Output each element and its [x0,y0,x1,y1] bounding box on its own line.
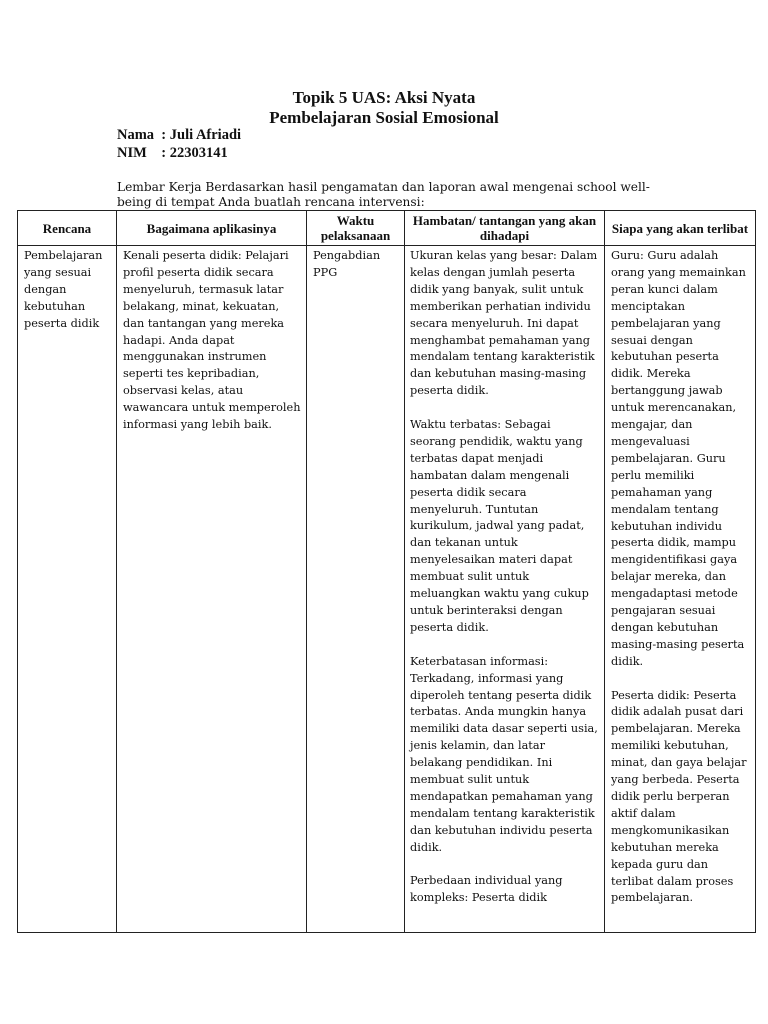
table-header-row [18,211,756,246]
header-hambatan: Hambatan/ tantangan yang akan dihadapi [405,211,605,246]
hambatan-paragraph: Waktu terbatas: Sebagai seorang pendidik, waktu yang terbatas dapat menjadi hambatan dalam mengenali peserta didik secara menyeluruh. Tuntutan kurikulum, jadwal yang padat, dan tekanan untuk menyelesaikan materi dapat membuat sulit untuk meluangkan waktu yang cukup untuk berinteraksi dengan peserta didik. [410,418,589,634]
aplikasi-text: Kenali peserta didik: Pelajari profil peserta didik secara menyeluruh, termasuk latar belakang, minat, kekuatan, dan tantangan yang mereka hadapi. Anda dapat menggunakan instrumen seperti tes kepribadian, observasi kelas, atau wawancara untuk memperoleh informasi yang lebih baik. [123,249,301,432]
rencana-text: Pembelajaran yang sesuai dengan kebutuhan peserta didik [24,249,103,330]
cell-rencana [18,246,117,933]
student-name: Nama : Juli Afriadi [117,127,242,143]
cell-hambatan [405,246,605,933]
intervention-plan-table [17,210,756,933]
document-subtitle: Pembelajaran Sosial Emosional [269,108,499,127]
cell-waktu [307,246,405,933]
document-title: Topik 5 UAS: Aksi Nyata [292,88,476,107]
hambatan-paragraph: Ukuran kelas yang besar: Dalam kelas dengan jumlah peserta didik yang banyak, sulit untuk memberikan perhatian individu secara menyeluruh. Ini dapat menghambat pemahaman yang mendalam tentang karakteristik dan kebutuhan masing-masing peserta didik. [410,249,598,398]
header-waktu: Waktu pelaksanaan [307,211,405,246]
header-rencana: Rencana [18,211,117,246]
cell-aplikasi [117,246,307,933]
table-row [18,246,756,933]
siapa-paragraph: Peserta didik: Peserta didik adalah pusat dari pembelajaran. Mereka memiliki kebutuhan, minat, dan gaya belajar yang berbeda. Peserta didik perlu berperan aktif dalam mengkomunikasikan kebutuhan mereka kepada guru dan terlibat dalam proses pembelajaran. [611,688,747,905]
student-nim: NIM : 22303141 [117,145,228,161]
intro-line-2: being di tempat Anda buatlah rencana intervensi: [117,195,425,209]
hambatan-paragraph: Perbedaan individual yang kompleks: Peserta didik [410,874,563,905]
hambatan-paragraph: Keterbatasan informasi: Terkadang, informasi yang diperoleh tentang peserta didik terbatas. Anda mungkin hanya memiliki data dasar seperti usia, jenis kelamin, dan latar belakang pendidikan. Ini membuat sulit untuk mendapatkan pemahaman yang mendalam tentang karakteristik dan kebutuhan individu peserta didik. [410,654,598,854]
intro-line-1: Lembar Kerja Berdasarkan hasil pengamatan dan laporan awal mengenai school well- [117,180,650,194]
header-aplikasi: Bagaimana aplikasinya [117,211,307,246]
waktu-text: Pengabdian PPG [313,249,381,279]
cell-siapa [605,246,756,933]
header-siapa: Siapa yang akan terlibat [605,211,756,246]
siapa-paragraph: Guru: Guru adalah orang yang memainkan peran kunci dalam menciptakan pembelajaran yang sesuai dengan kebutuhan peserta didik. Mereka bertanggung jawab untuk merencanakan, mengajar, dan mengevaluasi pembelajaran. Guru perlu memiliki pemahaman yang mendalam tentang kebutuhan individu peserta didik, mampu mengidentifikasi gaya belajar mereka, dan mengadaptasi metode pengajaran sesuai dengan kebutuhan masing-masing peserta didik. [611,249,746,668]
